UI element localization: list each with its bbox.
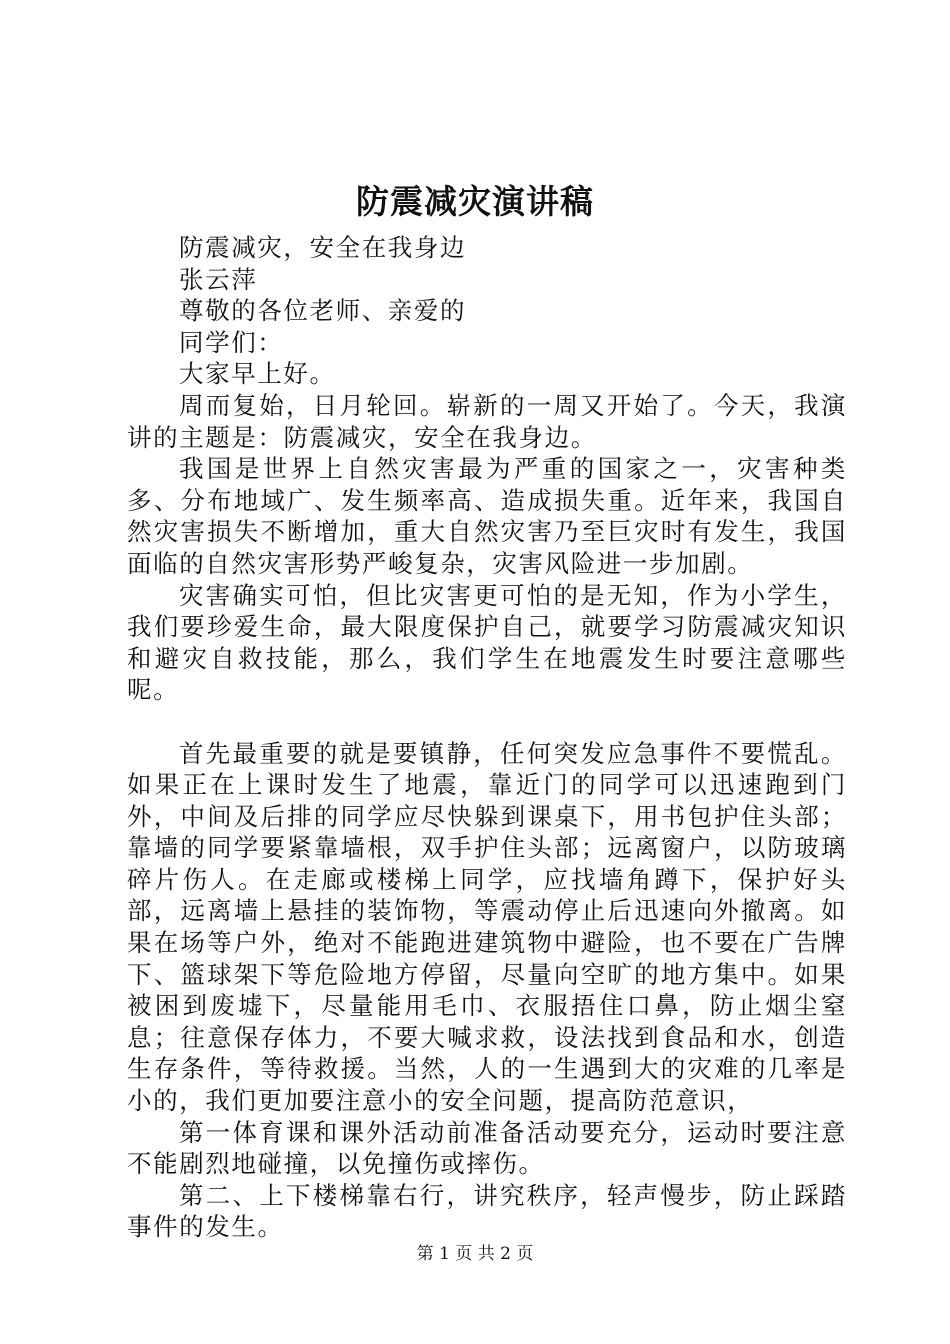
paragraph-disaster-situation: 我国是世界上自然灾害最为严重的国家之一，灾害种类多、分布地域广、发生频率高、造成损失重。近年来，我国自然灾害损失不断增加，重大自然灾害乃至巨灾时有发生，我国面临的自然灾害形势严峻复杂，灾害风险进一步加剧。 bbox=[127, 454, 847, 578]
greeting-line: 大家早上好。 bbox=[179, 359, 336, 389]
paragraph-intro: 周而复始，日月轮回。崭新的一周又开始了。今天，我演讲的主题是：防震减灾，安全在我身边。 bbox=[127, 390, 847, 452]
paragraph-first-point: 第一体育课和课外活动前准备活动要充分，运动时要注意不能剧烈地碰撞，以免撞伤或摔伤。 bbox=[127, 1117, 847, 1179]
paragraph-earthquake-actions: 首先最重要的就是要镇静，任何突发应急事件不要慌乱。如果正在上课时发生了地震，靠近门的同学可以迅速跑到门外，中间及后排的同学应尽快躲到课桌下，用书包护住头部；靠墙的同学要紧靠墙根，双手护住头部；远离窗户，以防玻璃碎片伤人。在走廊或楼梯上同学，应找墙角蹲下，保护好头部，远离墙上悬挂的装饰物，等震动停止后迅速向外撤离。如果在场等户外，绝对不能跑进建筑物中避险，也不要在广告牌下、篮球架下等危险地方停留，尽量向空旷的地方集中。如果被困到废墟下，尽量能用毛巾、衣服捂住口鼻，防止烟尘窒息；往意保存体力，不要大喊求救，设法找到食品和水，创造生存条件，等待救援。当然，人的一生遇到大的灾难的几率是小的，我们更加要注意小的安全问题，提高防范意识， bbox=[127, 738, 847, 1116]
page-number: 第 1 页 共 2 页 bbox=[416, 1244, 534, 1264]
salutation-line: 尊敬的各位老师、亲爱的 bbox=[179, 296, 467, 326]
paragraph-second-point: 第二、上下楼梯靠右行，讲究秩序，轻声慢步，防止踩踏事件的发生。 bbox=[127, 1180, 847, 1242]
paragraph-gap bbox=[127, 706, 847, 738]
salutation-line-2: 同学们： bbox=[179, 327, 284, 357]
paragraph-learning: 灾害确实可怕，但比灾害更可怕的是无知，作为小学生，我们要珍爱生命，最大限度保护自己，就要学习防震减灾知识和避灾自救技能，那么，我们学生在地震发生时要注意哪些呢。 bbox=[127, 580, 847, 705]
subtitle-line: 防震减灾，安全在我身边 bbox=[179, 233, 467, 262]
author-line: 张云萍 bbox=[179, 264, 258, 294]
document-title: 防震减灾演讲稿 bbox=[356, 182, 594, 221]
document-body bbox=[127, 232, 847, 1243]
